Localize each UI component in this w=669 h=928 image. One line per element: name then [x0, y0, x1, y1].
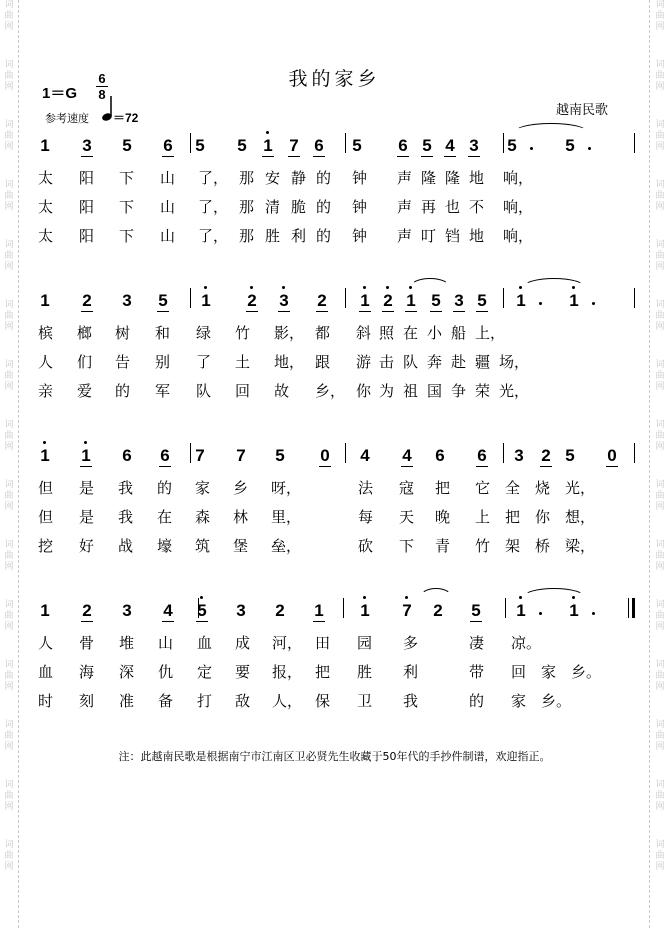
note: 1	[514, 602, 528, 619]
lyric-syllable: 亲	[38, 382, 54, 400]
note: 3	[514, 446, 524, 465]
lyric-syllable: 小	[427, 324, 443, 342]
lyric-syllable: 把	[435, 479, 451, 497]
lyric-syllable: 寇	[399, 479, 415, 497]
lyric-syllable: 把	[315, 663, 331, 681]
tie-slur	[410, 278, 450, 287]
lyric-syllable: 卫	[357, 692, 373, 710]
barline	[345, 443, 346, 463]
tempo-label: 参考速度	[45, 112, 89, 125]
lyric-syllable: 场，	[499, 353, 530, 371]
note: 5	[195, 136, 205, 155]
lyric-syllable: 静	[291, 169, 307, 187]
lyric-syllable: 响，	[503, 227, 534, 245]
lyric-syllable: 全	[505, 479, 521, 497]
lyric-syllable: 报，	[272, 663, 303, 681]
lyric-syllable: 刻	[79, 692, 95, 710]
lyric-syllable: 时	[38, 692, 54, 710]
tie-slur	[514, 123, 588, 132]
lyric-syllable: 烧	[535, 479, 551, 497]
note: 7	[287, 137, 301, 154]
lyric-syllable: 上，	[475, 324, 506, 342]
lyric-syllable: 山	[160, 169, 176, 187]
lyric-syllable: 天	[399, 508, 415, 526]
note: 2	[539, 447, 553, 464]
lyric-syllable: 跟	[315, 353, 331, 371]
lyric-syllable: 了	[196, 353, 212, 371]
lyric-syllable: 壕	[157, 537, 173, 555]
note: 4	[161, 602, 175, 619]
lyric-syllable: 隆	[421, 169, 437, 187]
note: 3	[122, 291, 132, 310]
lyric-syllable: 脆	[291, 198, 307, 216]
note: 3	[122, 601, 132, 620]
lyric-syllable: 铛	[445, 227, 461, 245]
watermark-text: 词 曲 网	[4, 180, 14, 212]
watermark-text: 词 曲 网	[4, 540, 14, 572]
lyric-syllable: 田	[315, 634, 331, 652]
lyric-syllable: 地	[469, 169, 485, 187]
lyric-syllable: 血	[197, 634, 213, 652]
lyric-syllable: 晚	[435, 508, 451, 526]
lyric-syllable: 了，	[198, 198, 229, 216]
note: 2	[381, 292, 395, 309]
lyric-syllable: 击	[379, 353, 395, 371]
lyric-syllable: 地	[469, 227, 485, 245]
lyric-syllable: 游	[356, 353, 372, 371]
note: 7	[236, 446, 246, 465]
note: 5	[565, 136, 575, 155]
final-barline	[632, 598, 635, 618]
lyric-syllable: 爱	[77, 382, 93, 400]
watermark-text: 词 曲 网	[4, 840, 14, 872]
barline	[634, 288, 635, 308]
lyric-syllable: 堆	[119, 634, 135, 652]
lyric-syllable: 船	[451, 324, 467, 342]
lyric-syllable: 梁，	[565, 537, 596, 555]
lyric-syllable: 叮	[421, 227, 437, 245]
augmentation-dot	[592, 612, 595, 615]
note: 2	[80, 292, 94, 309]
lyric-syllable: 乡。	[541, 692, 572, 710]
lyric-syllable: 不	[469, 198, 485, 216]
note: 3	[452, 292, 466, 309]
lyric-syllable: 战	[118, 537, 134, 555]
lyric-syllable: 下	[119, 227, 135, 245]
lyric-syllable: 乡	[233, 479, 249, 497]
note: 5	[237, 136, 247, 155]
lyric-syllable: 多	[403, 634, 419, 652]
lyric-syllable: 血	[38, 663, 54, 681]
note: 1	[40, 601, 50, 620]
footnote: 注：此越南民歌是根据南宁市江南区卫必贤先生收藏于50年代的手抄件制谱，欢迎指正。	[118, 750, 551, 763]
watermark-text: 词 曲 网	[4, 780, 14, 812]
lyric-syllable: 告	[115, 353, 131, 371]
lyric-syllable: 槟	[38, 324, 54, 342]
lyric-syllable: 你	[356, 382, 372, 400]
note: 1	[358, 602, 372, 619]
note: 3	[467, 137, 481, 154]
lyric-syllable: 为	[379, 382, 395, 400]
lyric-syllable: 架	[505, 537, 521, 555]
note: 3	[236, 601, 246, 620]
lyric-syllable: 胜	[265, 227, 281, 245]
lyric-syllable: 乡，	[315, 382, 346, 400]
barline	[503, 443, 504, 463]
lyric-syllable: 那	[239, 169, 255, 187]
lyric-syllable: 家	[541, 663, 557, 681]
lyric-syllable: 里，	[271, 508, 302, 526]
barline	[345, 288, 346, 308]
lyric-syllable: 深	[119, 663, 135, 681]
lyric-syllable: 再	[421, 198, 437, 216]
augmentation-dot	[588, 147, 591, 150]
lyric-syllable: 阳	[79, 227, 95, 245]
lyric-syllable: 成	[235, 634, 251, 652]
note: 6	[122, 446, 132, 465]
note: 4	[443, 137, 457, 154]
lyric-syllable: 凄	[469, 634, 485, 652]
watermark-text: 词 曲 网	[655, 480, 665, 512]
note: 6	[158, 447, 172, 464]
note: 2	[275, 601, 285, 620]
lyric-syllable: 带	[469, 663, 485, 681]
lyric-syllable: 我	[118, 479, 134, 497]
lyric-syllable: 奔	[427, 353, 443, 371]
watermark-text: 词 曲 网	[4, 600, 14, 632]
lyric-syllable: 敌	[235, 692, 251, 710]
barline	[190, 133, 191, 153]
note: 5	[275, 446, 285, 465]
lyric-syllable: 的	[469, 692, 485, 710]
lyric-syllable: 凉。	[511, 634, 542, 652]
lyric-syllable: 在	[157, 508, 173, 526]
note: 1	[358, 292, 372, 309]
lyric-syllable: 打	[197, 692, 213, 710]
watermark-text: 词 曲 网	[4, 660, 14, 692]
note: 4	[400, 447, 414, 464]
lyric-syllable: 疆	[475, 353, 491, 371]
note: 1	[40, 291, 50, 310]
lyric-syllable: 了，	[198, 227, 229, 245]
note: 2	[80, 602, 94, 619]
lyric-syllable: 树	[115, 324, 131, 342]
lyric-syllable: 们	[77, 353, 93, 371]
lyric-syllable: 下	[399, 537, 415, 555]
lyric-syllable: 挖	[38, 537, 54, 555]
watermark-text: 词 曲 网	[4, 240, 14, 272]
lyric-syllable: 斜	[356, 324, 372, 342]
lyric-syllable: 的	[157, 479, 173, 497]
lyric-syllable: 骨	[79, 634, 95, 652]
lyric-syllable: 我	[403, 692, 419, 710]
barline	[503, 288, 504, 308]
note: 5	[429, 292, 443, 309]
note: 5	[195, 602, 209, 619]
note: 1	[567, 292, 581, 309]
barline	[628, 598, 629, 618]
lyric-syllable: 声	[397, 169, 413, 187]
lyric-syllable: 了，	[198, 169, 229, 187]
barline	[634, 443, 635, 463]
lyric-syllable: 回	[235, 382, 251, 400]
lyric-syllable: 阳	[79, 198, 95, 216]
note: 5	[469, 602, 483, 619]
lyric-syllable: 人	[38, 634, 54, 652]
lyric-syllable: 和	[155, 324, 171, 342]
lyric-syllable: 桥	[535, 537, 551, 555]
lyric-syllable: 队	[196, 382, 212, 400]
lyric-syllable: 别	[155, 353, 171, 371]
lyric-syllable: 胜	[357, 663, 373, 681]
tie-slur	[523, 588, 585, 597]
meter-bottom: 8	[98, 87, 106, 102]
watermark-text: 词 曲 网	[655, 540, 665, 572]
lyric-syllable: 的	[316, 198, 332, 216]
lyric-syllable: 下	[119, 169, 135, 187]
lyric-syllable: 也	[445, 198, 461, 216]
lyric-syllable: 垒，	[271, 537, 302, 555]
note: 6	[161, 137, 175, 154]
lyric-syllable: 清	[265, 198, 281, 216]
note: 5	[156, 292, 170, 309]
lyric-syllable: 下	[119, 198, 135, 216]
lyric-syllable: 山	[160, 198, 176, 216]
watermark-text: 词 曲 网	[655, 120, 665, 152]
note: 1	[261, 137, 275, 154]
watermark-text: 词 曲 网	[4, 420, 14, 452]
note: 0	[605, 447, 619, 464]
lyric-syllable: 荣	[475, 382, 491, 400]
lyric-syllable: 想，	[565, 508, 596, 526]
lyric-syllable: 在	[403, 324, 419, 342]
meter-top: 6	[98, 71, 106, 86]
augmentation-dot	[539, 302, 542, 305]
tempo-value: ＝72	[113, 111, 139, 125]
lyric-syllable: 太	[38, 198, 54, 216]
note: 1	[567, 602, 581, 619]
lyric-syllable: 竹	[475, 537, 491, 555]
lyric-syllable: 呀，	[271, 479, 302, 497]
note: 2	[315, 292, 329, 309]
lyric-syllable: 备	[158, 692, 174, 710]
lyric-syllable: 土	[235, 353, 251, 371]
tie-slur	[420, 588, 452, 597]
augmentation-dot	[530, 147, 533, 150]
lyric-syllable: 声	[397, 198, 413, 216]
watermark-text: 词 曲 网	[655, 420, 665, 452]
note: 3	[80, 137, 94, 154]
lyric-syllable: 声	[397, 227, 413, 245]
lyric-syllable: 照	[379, 324, 395, 342]
lyric-syllable: 砍	[358, 537, 374, 555]
barline	[505, 598, 506, 618]
lyric-syllable: 钟	[352, 227, 368, 245]
watermark-text: 词 曲 网	[655, 300, 665, 332]
watermark-text: 词 曲 网	[655, 0, 665, 32]
lyric-syllable: 要	[235, 663, 251, 681]
watermark-text: 词 曲 网	[655, 660, 665, 692]
lyric-syllable: 海	[79, 663, 95, 681]
watermark-text: 词 曲 网	[655, 600, 665, 632]
watermark-text: 词 曲 网	[655, 180, 665, 212]
lyric-syllable: 把	[505, 508, 521, 526]
note: 2	[433, 601, 443, 620]
lyric-syllable: 你	[535, 508, 551, 526]
lyric-syllable: 阳	[79, 169, 95, 187]
lyric-syllable: 乡。	[571, 663, 602, 681]
note: 7	[195, 446, 205, 465]
note: 6	[475, 447, 489, 464]
lyric-syllable: 隆	[445, 169, 461, 187]
barline	[345, 133, 346, 153]
note: 7	[400, 602, 414, 619]
note: 5	[420, 137, 434, 154]
note: 1	[199, 292, 213, 309]
lyric-syllable: 都	[315, 324, 331, 342]
lyric-syllable: 但	[38, 479, 54, 497]
lyric-syllable: 堡	[233, 537, 249, 555]
lyric-syllable: 影，	[274, 324, 305, 342]
lyric-syllable: 钟	[352, 169, 368, 187]
lyric-syllable: 国	[427, 382, 443, 400]
lyric-syllable: 人	[38, 353, 54, 371]
augmentation-dot	[592, 302, 595, 305]
note: 6	[396, 137, 410, 154]
note: 6	[312, 137, 326, 154]
barline	[198, 598, 199, 618]
lyric-syllable: 钟	[352, 198, 368, 216]
barline	[503, 133, 504, 153]
lyric-syllable: 那	[239, 198, 255, 216]
lyric-syllable: 祖	[403, 382, 419, 400]
watermark-text: 词 曲 网	[4, 480, 14, 512]
lyric-syllable: 回	[511, 663, 527, 681]
key-signature: 1＝G	[42, 85, 78, 102]
lyric-syllable: 响，	[503, 169, 534, 187]
lyric-syllable: 光，	[499, 382, 530, 400]
watermark-text: 词 曲 网	[655, 780, 665, 812]
watermark-text: 词 曲 网	[655, 240, 665, 272]
lyric-syllable: 河，	[272, 634, 303, 652]
lyric-syllable: 定	[197, 663, 213, 681]
lyric-syllable: 但	[38, 508, 54, 526]
lyric-syllable: 榔	[77, 324, 93, 342]
note: 1	[312, 602, 326, 619]
augmentation-dot	[539, 612, 542, 615]
lyric-syllable: 筑	[195, 537, 211, 555]
lyric-syllable: 竹	[235, 324, 251, 342]
lyric-syllable: 林	[233, 508, 249, 526]
lyric-syllable: 队	[403, 353, 419, 371]
lyric-syllable: 的	[316, 169, 332, 187]
barline	[190, 443, 191, 463]
note: 1	[514, 292, 528, 309]
lyric-syllable: 太	[38, 227, 54, 245]
lyric-syllable: 它	[475, 479, 491, 497]
lyric-syllable: 利	[403, 663, 419, 681]
lyric-syllable: 我	[118, 508, 134, 526]
lyric-syllable: 那	[239, 227, 255, 245]
lyric-syllable: 故	[274, 382, 290, 400]
lyric-syllable: 家	[511, 692, 527, 710]
lyric-syllable: 好	[79, 537, 95, 555]
watermark-text: 词 曲 网	[4, 360, 14, 392]
note: 5	[507, 136, 517, 155]
lyric-syllable: 军	[155, 382, 171, 400]
note: 1	[40, 136, 50, 155]
watermark-text: 词 曲 网	[4, 120, 14, 152]
lyric-syllable: 仇	[158, 663, 174, 681]
watermark-text: 词 曲 网	[655, 720, 665, 752]
lyric-syllable: 安	[265, 169, 281, 187]
note: 1	[38, 447, 52, 464]
lyric-syllable: 山	[158, 634, 174, 652]
note: 5	[122, 136, 132, 155]
note: 1	[404, 292, 418, 309]
lyric-syllable: 青	[435, 537, 451, 555]
watermark-text: 词 曲 网	[4, 300, 14, 332]
lyric-syllable: 是	[79, 508, 95, 526]
lyric-syllable: 的	[115, 382, 131, 400]
note: 2	[245, 292, 259, 309]
barline	[190, 288, 191, 308]
lyric-syllable: 森	[195, 508, 211, 526]
lyric-syllable: 绿	[196, 324, 212, 342]
watermark-text: 词 曲 网	[4, 0, 14, 32]
lyric-syllable: 园	[357, 634, 373, 652]
watermark-text: 词 曲 网	[4, 60, 14, 92]
note: 0	[318, 447, 332, 464]
note: 3	[277, 292, 291, 309]
watermark-text: 词 曲 网	[4, 720, 14, 752]
barline	[634, 133, 635, 153]
note: 5	[352, 136, 362, 155]
lyric-syllable: 家	[195, 479, 211, 497]
lyric-syllable: 保	[315, 692, 331, 710]
lyric-syllable: 太	[38, 169, 54, 187]
lyric-syllable: 每	[358, 508, 374, 526]
lyric-syllable: 人，	[272, 692, 303, 710]
lyric-syllable: 准	[119, 692, 135, 710]
watermark-text: 词 曲 网	[655, 360, 665, 392]
lyric-syllable: 赴	[451, 353, 467, 371]
song-title: 我的家乡	[288, 68, 381, 90]
lyric-syllable: 响，	[503, 198, 534, 216]
note: 4	[360, 446, 370, 465]
note: 5	[475, 292, 489, 309]
lyric-syllable: 山	[160, 227, 176, 245]
note: 1	[79, 447, 93, 464]
lyric-syllable: 地，	[274, 353, 305, 371]
lyric-syllable: 光，	[565, 479, 596, 497]
note: 6	[435, 446, 445, 465]
note: 5	[565, 446, 575, 465]
song-origin: 越南民歌	[556, 103, 609, 118]
barline	[343, 598, 344, 618]
watermark-text: 词 曲 网	[655, 840, 665, 872]
lyric-syllable: 法	[358, 479, 374, 497]
lyric-syllable: 的	[316, 227, 332, 245]
lyric-syllable: 上	[475, 508, 491, 526]
tie-slur	[523, 278, 585, 287]
lyric-syllable: 争	[451, 382, 467, 400]
lyric-syllable: 利	[291, 227, 307, 245]
watermark-text: 词 曲 网	[655, 60, 665, 92]
lyric-syllable: 是	[79, 479, 95, 497]
